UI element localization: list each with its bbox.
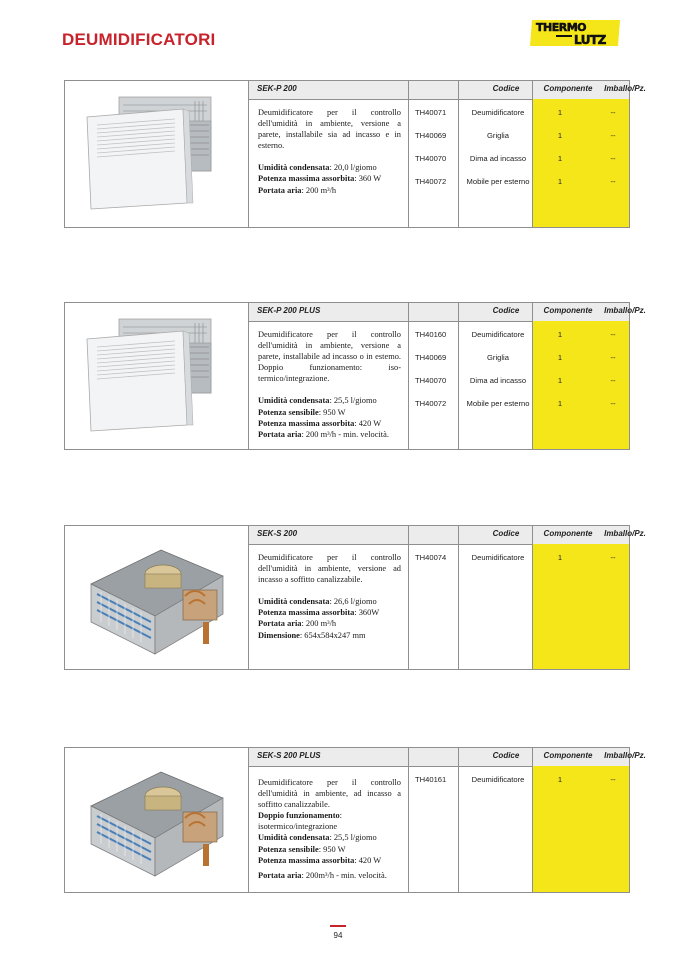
column-imballo: Imballo/Pz. <box>604 529 646 538</box>
product-photo-wall-unit <box>65 303 249 449</box>
column-componente: Componente <box>543 751 593 760</box>
divider <box>532 526 533 669</box>
spec-line: Potenza massima assorbita: 420 W <box>258 855 382 865</box>
product-card-sek-p-200-plus <box>64 302 646 450</box>
product-photo-ceiling-unit <box>65 748 249 892</box>
description-text: Deumidificatore per il controllo dell'umidità in ambiente, ad incasso a soffitto canalizzabile. <box>258 778 401 810</box>
table-row: TH40071 Deumidificatore 1 -- <box>415 108 616 117</box>
product-name: SEK-P 200 PLUS <box>257 306 321 315</box>
description-text: Deumidificatore per il controllo dell'umidità in ambiente, versione a parete, installabile ad incasso o in estemo. Doppio funzionamento: iso-termico/integrazione. <box>258 330 401 384</box>
spec-line: Umidità condensata: 25,5 l/giomo <box>258 833 377 843</box>
spec-line: Umidità condensata: 26,6 l/giomo <box>258 597 377 607</box>
column-componente: Componente <box>543 306 593 315</box>
column-codice: Codice <box>492 84 520 93</box>
svg-text:THERMO: THERMO <box>536 21 586 34</box>
page-number: 94 <box>333 931 343 940</box>
column-codice: Codice <box>492 529 520 538</box>
divider <box>408 748 409 892</box>
spec-line: Potenza sensibile: 950 W <box>258 407 346 417</box>
column-componente: Componente <box>543 84 593 93</box>
product-photo-wall-unit <box>65 81 249 227</box>
product-header <box>249 81 646 100</box>
product-header <box>249 526 646 545</box>
spec-line: Umidità condensata: 20,0 l/giomo <box>258 163 377 173</box>
product-description <box>258 552 401 641</box>
table-row: TH40070 Dima ad incasso 1 -- <box>415 376 616 385</box>
spec-line: Potenza sensibile: 950 W <box>258 844 346 854</box>
product-header <box>249 748 646 767</box>
divider <box>458 526 459 669</box>
spec-line: Potenza massima assorbita: 360 W <box>258 174 382 184</box>
spec-line: Portata aria: 200 m³/h <box>258 185 337 195</box>
description-text: Deumidificatore per il controllo dell'umidità in ambiente, versione a parete, installabile sia ad incasso e in esterno. <box>258 108 401 151</box>
page-title: DEUMIDIFICATORI <box>62 30 216 49</box>
product-card-sek-p-200 <box>64 80 646 228</box>
divider <box>532 748 533 892</box>
column-imballo: Imballo/Pz. <box>604 751 646 760</box>
table-row: TH40069 Griglia 1 -- <box>415 131 616 140</box>
divider <box>408 526 409 669</box>
page-number-mark <box>330 925 346 927</box>
table-row: TH40161 Deumidificatore 1 -- <box>415 775 616 784</box>
spec-line: Portata aria: 200 m³/h <box>258 619 337 629</box>
table-row: TH40069 Griglia 1 -- <box>415 353 616 362</box>
column-codice: Codice <box>492 751 520 760</box>
svg-text:LUTZ: LUTZ <box>574 33 606 47</box>
product-header <box>249 303 646 322</box>
table-row: TH40072 Mobile per esterno 1 -- <box>415 177 616 186</box>
spec-line: Potenza massima assorbita: 420 W <box>258 418 382 428</box>
table-row: TH40072 Mobile per esterno 1 -- <box>415 399 616 408</box>
column-imballo: Imballo/Pz. <box>604 306 646 315</box>
divider <box>458 748 459 892</box>
table-row: TH40074 Deumidificatore 1 -- <box>415 553 616 562</box>
spec-line: Portata aria: 200 m³/h - min. velocità. <box>258 429 389 439</box>
product-card-sek-s-200 <box>64 525 646 670</box>
column-componente: Componente <box>543 529 593 538</box>
column-imballo: Imballo/Pz. <box>604 84 646 93</box>
product-photo-ceiling-unit <box>65 526 249 669</box>
product-description <box>258 777 401 881</box>
description-text: isotermico/integrazione <box>258 822 338 832</box>
column-codice: Codice <box>492 306 520 315</box>
table-row: TH40160 Deumidificatore 1 -- <box>415 330 616 339</box>
spec-line: Doppio funzionamento: <box>258 811 342 821</box>
spec-line: Umidità condensata: 25,5 l/giomo <box>258 396 377 406</box>
product-card-sek-s-200-plus <box>64 747 646 893</box>
spec-line: Portata aria: 200m³/h - min. velocità. <box>258 870 387 880</box>
product-name: SEK-P 200 <box>257 84 297 93</box>
product-name: SEK-S 200 PLUS <box>257 751 321 760</box>
description-text: Deumidificatore per il controllo dell'umidità in ambiente, versione ad incasso a soffitto canalizzabile. <box>258 553 401 585</box>
spec-line: Potenza massima assorbita: 360W <box>258 608 380 618</box>
table-row: TH40070 Dima ad incasso 1 -- <box>415 154 616 163</box>
thermo-lutz-logo <box>528 18 622 48</box>
product-name: SEK-S 200 <box>257 529 298 538</box>
spec-line: Dimensione: 654x584x247 mm <box>258 630 366 640</box>
